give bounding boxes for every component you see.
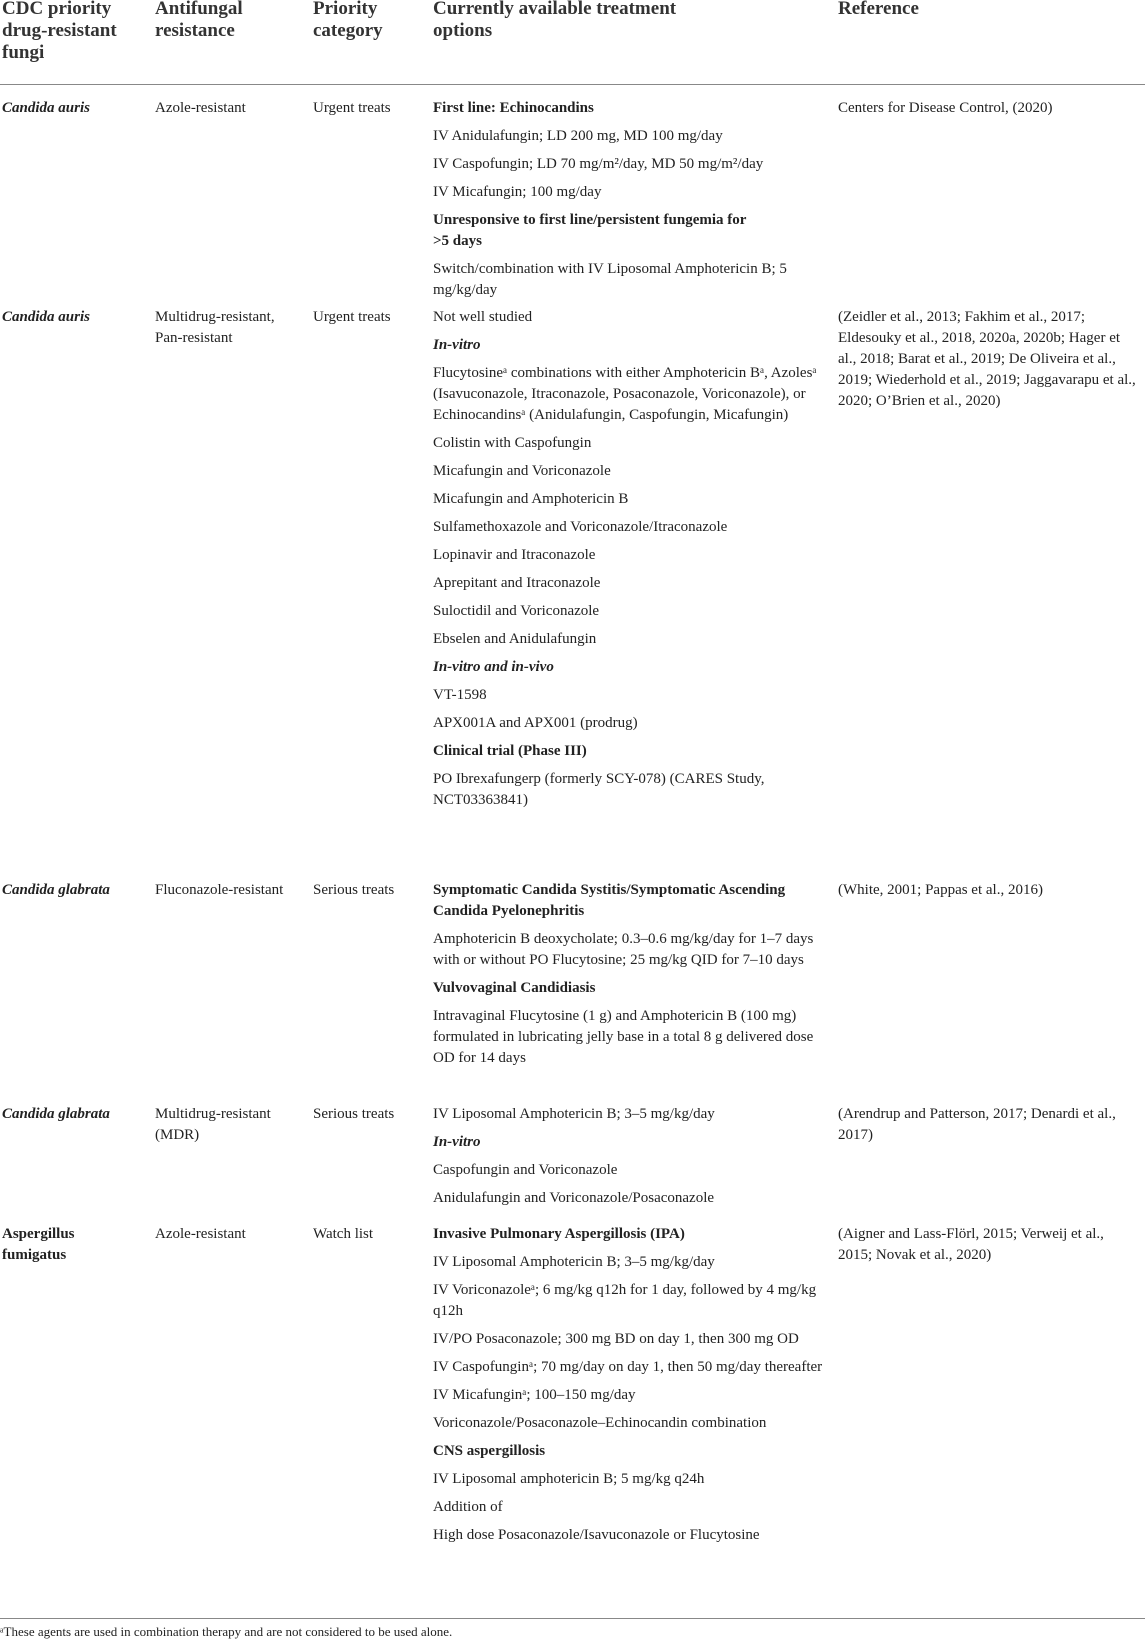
treatment-line: IV Micafungin; 100 mg/day	[433, 184, 602, 200]
treatment-heading: First line: Echinocandins	[433, 100, 594, 116]
resistance-type: Azole-resistant	[155, 100, 246, 116]
treatment-line: VT-1598	[433, 687, 487, 703]
treatment-heading: In-vitro	[433, 1134, 481, 1150]
treatment-heading: Vulvovaginal Candidiasis	[433, 980, 596, 996]
treatment-line: IV Caspofunginᵃ; 70 mg/day on day 1, then 50 mg/day thereafter	[433, 1359, 823, 1375]
treatment-line: Micafungin and Voriconazole	[433, 463, 611, 479]
header-treatment: Currently available treatment options	[433, 0, 677, 41]
treatment-line: IV Liposomal amphotericin B; 5 mg/kg q24h	[433, 1471, 705, 1487]
header-fungi: CDC priority drug-resistant fungi	[2, 0, 117, 63]
treatment-heading: Invasive Pulmonary Aspergillosis (IPA)	[433, 1226, 685, 1242]
priority-category: Serious treats	[313, 882, 395, 898]
treatment-line: Lopinavir and Itraconazole	[433, 547, 596, 563]
priority-category: Urgent treats	[313, 309, 391, 325]
treatment-line: IV Caspofungin; LD 70 mg/m²/day, MD 50 mg/m²/day	[433, 156, 764, 172]
treatment-heading: In-vitro	[433, 337, 481, 353]
treatment-line: Switch/combination with IV Liposomal Amphotericin B; 5 mg/kg/day	[433, 261, 787, 298]
resistance-type: Multidrug-resistant, Pan-resistant	[155, 309, 275, 346]
treatment-line: Addition of	[433, 1499, 503, 1515]
treatment-line: Ebselen and Anidulafungin	[433, 631, 597, 647]
treatment-line: IV Micafunginᵃ; 100–150 mg/day	[433, 1387, 636, 1403]
treatment-line: IV/PO Posaconazole; 300 mg BD on day 1, then 300 mg OD	[433, 1331, 799, 1347]
resistance-type: Fluconazole-resistant	[155, 882, 284, 898]
treatment-line: PO Ibrexafungerp (formerly SCY-078) (CARES Study, NCT03363841)	[433, 771, 765, 808]
treatment-line: Colistin with Caspofungin	[433, 435, 592, 451]
treatment-heading: In-vitro and in-vivo	[433, 659, 554, 675]
table-footnote: ᵃThese agents are used in combination therapy and are not considered to be used alone.	[0, 1624, 453, 1639]
treatment-line: IV Liposomal Amphotericin B; 3–5 mg/kg/day	[433, 1106, 715, 1122]
reference: (White, 2001; Pappas et al., 2016)	[838, 882, 1043, 898]
treatment-line: Suloctidil and Voriconazole	[433, 603, 600, 619]
priority-category: Serious treats	[313, 1106, 395, 1122]
reference: (Arendrup and Patterson, 2017; Denardi et al., 2017)	[838, 1106, 1116, 1143]
treatment-line: APX001A and APX001 (prodrug)	[433, 715, 638, 731]
treatment-line: Flucytosineᵃ combinations with either Amphotericin Bᵃ, Azolesᵃ (Isavuconazole, Itraconazole, Posaconazole, Voriconazole), or Echinocandinsᵃ (Anidulafungin, Caspofungin, Micafungin)	[433, 365, 817, 423]
header-reference: Reference	[838, 0, 919, 19]
fungus-name: Candida auris	[2, 100, 90, 116]
treatment-line: Sulfamethoxazole and Voriconazole/Itraconazole	[433, 519, 728, 535]
table-header	[0, 0, 1145, 85]
treatment-line: Not well studied	[433, 309, 533, 325]
treatment-line: IV Liposomal Amphotericin B; 3–5 mg/kg/day	[433, 1254, 715, 1270]
treatment-list	[433, 1224, 828, 1553]
treatment-line: IV Voriconazoleᵃ; 6 mg/kg q12h for 1 day, followed by 4 mg/kg q12h	[433, 1282, 817, 1319]
priority-category: Watch list	[313, 1226, 374, 1242]
treatment-line: Intravaginal Flucytosine (1 g) and Amphotericin B (100 mg) formulated in lubricating jelly base in a total 8 g delivered dose OD for 14 days	[433, 1008, 814, 1066]
treatment-heading: CNS aspergillosis	[433, 1443, 546, 1459]
fungus-name: Candida glabrata	[2, 1106, 110, 1122]
treatment-line: Voriconazole/Posaconazole–Echinocandin combination	[433, 1415, 767, 1431]
treatment-line: Anidulafungin and Voriconazole/Posaconazole	[433, 1190, 715, 1206]
treatment-heading: Unresponsive to first line/persistent fungemia for >5 days	[433, 212, 747, 249]
header-resistance: Antifungal resistance	[155, 0, 243, 41]
reference: Centers for Disease Control, (2020)	[838, 100, 1053, 116]
priority-category: Urgent treats	[313, 100, 391, 116]
treatment-line: IV Anidulafungin; LD 200 mg, MD 100 mg/day	[433, 128, 723, 144]
treatment-line: High dose Posaconazole/Isavuconazole or Flucytosine	[433, 1527, 760, 1543]
treatment-line: Aprepitant and Itraconazole	[433, 575, 601, 591]
treatment-list	[433, 98, 828, 308]
footer-divider	[0, 1618, 1145, 1619]
fungus-name: Aspergillus fumigatus	[2, 1226, 75, 1263]
treatment-heading: Clinical trial (Phase III)	[433, 743, 587, 759]
treatment-list	[433, 307, 828, 818]
reference: (Zeidler et al., 2013; Fakhim et al., 2017; Eldesouky et al., 2018, 2020a, 2020b; Hager et al., 2018; Barat et al., 2019; De Oliveira et al., 2019; Wiederhold et al., 2019; Jaggavarapu et al., 2020; O’Brien et al., 2020)	[838, 309, 1136, 409]
resistance-type: Multidrug-resistant (MDR)	[155, 1106, 271, 1143]
fungus-name: Candida glabrata	[2, 882, 110, 898]
treatment-list	[433, 880, 828, 1076]
resistance-type: Azole-resistant	[155, 1226, 246, 1242]
fungus-name: Candida auris	[2, 309, 90, 325]
header-priority: Priority category	[313, 0, 383, 41]
treatment-line: Micafungin and Amphotericin B	[433, 491, 629, 507]
reference: (Aigner and Lass-Flörl, 2015; Verweij et al., 2015; Novak et al., 2020)	[838, 1226, 1104, 1263]
treatment-line: Amphotericin B deoxycholate; 0.3–0.6 mg/kg/day for 1–7 days with or without PO Flucytosine; 25 mg/kg QID for 7–10 days	[433, 931, 814, 968]
treatment-line: Caspofungin and Voriconazole	[433, 1162, 618, 1178]
treatment-heading: Symptomatic Candida Systitis/Symptomatic Ascending Candida Pyelonephritis	[433, 882, 786, 919]
treatment-list	[433, 1104, 828, 1216]
